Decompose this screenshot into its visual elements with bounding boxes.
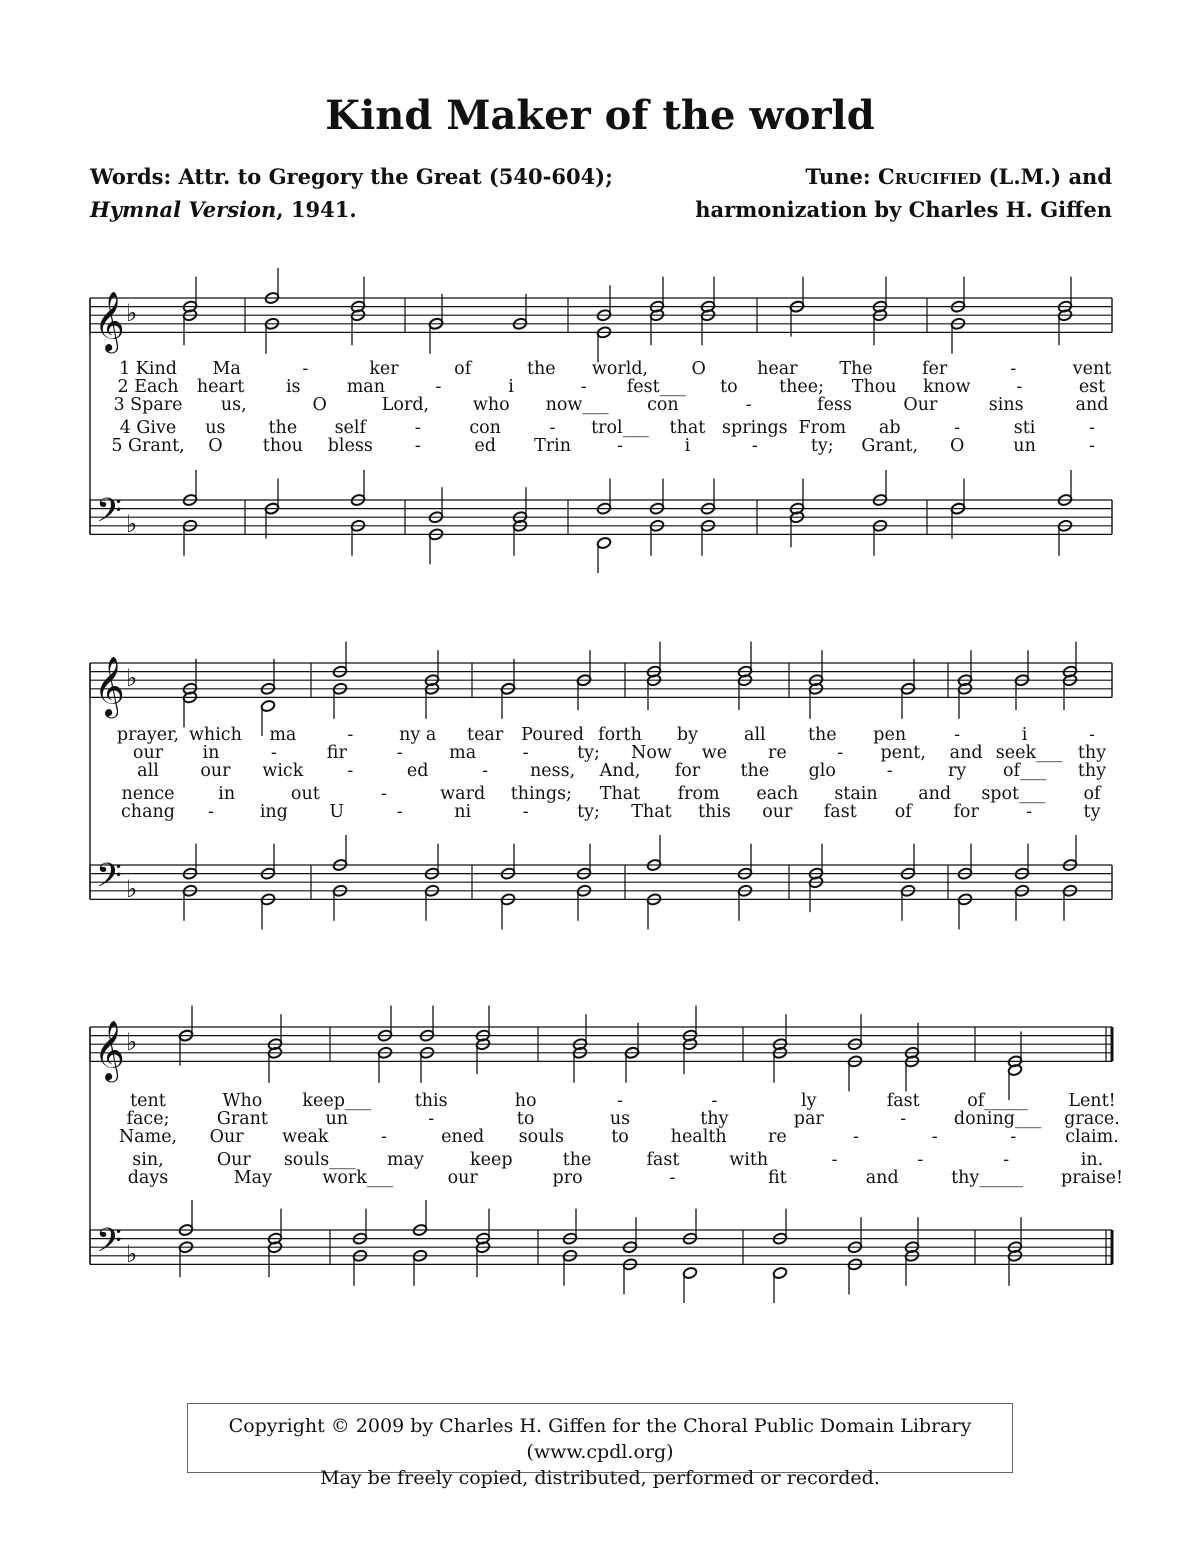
lyric-syllable-2-0-7: ly bbox=[801, 1091, 817, 1111]
lyric-syllable-0-3-0: 4 Give bbox=[119, 418, 177, 438]
key-flat-treble-icon-1: ♭ bbox=[126, 664, 138, 693]
lyric-syllable-1-1-11: - bbox=[837, 743, 844, 763]
lyric-syllable-2-3-8: - bbox=[831, 1150, 838, 1170]
lyric-syllable-1-3-8: each bbox=[756, 784, 799, 804]
lyric-syllable-1-2-5: - bbox=[482, 761, 489, 781]
lyric-syllable-2-1-7: par bbox=[793, 1109, 824, 1129]
lyric-syllable-1-1-1: in bbox=[202, 743, 220, 763]
lyric-syllable-2-2-10: - bbox=[931, 1127, 938, 1147]
lyric-syllable-0-1-7: fest___ bbox=[626, 377, 686, 397]
lyric-syllable-0-3-13: sti bbox=[1013, 418, 1036, 438]
lyric-syllable-2-1-3: - bbox=[428, 1109, 435, 1129]
tune-credit-prefix: Tune: bbox=[805, 164, 878, 189]
lyric-syllable-2-0-10: Lent! bbox=[1068, 1091, 1116, 1111]
lyric-syllable-1-4-5: ni bbox=[454, 802, 472, 822]
lyric-syllable-1-2-12: ry bbox=[948, 761, 967, 781]
lyric-syllable-0-4-3: bless bbox=[327, 436, 373, 456]
lyric-syllable-1-3-1: in bbox=[218, 784, 236, 804]
lyric-syllable-1-0-11: pen bbox=[873, 725, 907, 745]
lyric-syllable-1-1-9: we bbox=[701, 743, 728, 763]
lyric-syllable-0-1-2: is bbox=[285, 377, 301, 397]
lyric-syllable-1-3-9: stain bbox=[834, 784, 878, 804]
lyric-syllable-2-1-4: to bbox=[516, 1109, 535, 1129]
tune-meter: (L.M.) and bbox=[981, 164, 1112, 189]
lyric-syllable-0-1-13: est bbox=[1078, 377, 1106, 397]
words-credit-source-title: Hymnal Version bbox=[90, 197, 277, 222]
key-flat-treble-icon-2: ♭ bbox=[126, 1028, 138, 1057]
treble-clef-icon-2: 𝄞 bbox=[94, 1020, 125, 1081]
lyric-syllable-1-1-8: Now bbox=[631, 743, 672, 763]
lyric-syllable-2-3-2: souls___ bbox=[283, 1150, 356, 1170]
lyric-syllable-2-3-3: may bbox=[386, 1150, 424, 1170]
lyric-syllable-1-0-2: ma bbox=[269, 725, 297, 745]
lyric-syllable-1-2-3: - bbox=[347, 761, 354, 781]
lyric-syllable-0-0-2: - bbox=[302, 359, 309, 379]
lyric-syllable-0-2-11: and bbox=[1075, 395, 1109, 415]
lyric-syllable-1-1-13: and bbox=[949, 743, 983, 763]
lyric-syllable-1-4-11: fast bbox=[823, 802, 857, 822]
lyric-syllable-1-1-10: re bbox=[767, 743, 787, 763]
lyric-syllable-2-4-5: - bbox=[669, 1168, 676, 1188]
lyric-syllable-0-4-2: thou bbox=[262, 436, 303, 456]
lyric-syllable-2-0-6: - bbox=[711, 1091, 718, 1111]
lyric-syllable-0-0-6: world, bbox=[591, 359, 649, 379]
lyric-syllable-1-0-1: which bbox=[188, 725, 242, 745]
lyric-syllable-1-0-4: ny a bbox=[399, 725, 437, 745]
lyric-syllable-0-3-12: - bbox=[954, 418, 961, 438]
lyric-syllable-1-0-14: - bbox=[1089, 725, 1095, 745]
lyric-syllable-0-0-0: 1 Kind bbox=[119, 359, 177, 379]
lyric-syllable-2-4-6: fit bbox=[767, 1168, 787, 1188]
lyric-syllable-1-2-9: the bbox=[740, 761, 770, 781]
lyric-syllable-2-2-0: Name, bbox=[118, 1127, 178, 1147]
lyric-syllable-0-4-7: - bbox=[617, 436, 623, 456]
lyric-syllable-0-4-8: i bbox=[684, 436, 691, 456]
lyric-syllable-0-2-10: sins bbox=[988, 395, 1024, 415]
lyric-syllable-1-1-7: ty; bbox=[577, 743, 600, 763]
lyric-syllable-2-1-6: thy bbox=[700, 1109, 729, 1129]
lyric-syllable-0-3-3: self bbox=[334, 418, 366, 438]
lyric-syllable-2-3-6: fast bbox=[646, 1150, 680, 1170]
lyric-syllable-1-3-5: things; bbox=[510, 784, 572, 804]
lyric-syllable-2-4-8: thy_____ bbox=[951, 1168, 1024, 1188]
lyric-syllable-1-0-9: all bbox=[744, 725, 766, 745]
lyric-syllable-1-0-8: by bbox=[676, 725, 698, 745]
lyric-syllable-2-2-5: souls bbox=[518, 1127, 565, 1147]
lyric-syllable-1-3-2: out bbox=[290, 784, 320, 804]
lyric-syllable-0-1-1: heart bbox=[196, 377, 245, 397]
treble-clef-icon-1: 𝄞 bbox=[94, 656, 125, 717]
lyric-syllable-2-1-10: grace. bbox=[1064, 1109, 1120, 1129]
lyric-syllable-2-2-1: Our bbox=[209, 1127, 244, 1147]
copyright-line: Copyright © 2009 by Charles H. Giffen for the Choral Public Domain Library (www.cpdl.org) bbox=[228, 1415, 972, 1463]
lyric-syllable-0-1-3: man bbox=[346, 377, 386, 397]
lyric-syllable-0-1-10: Thou bbox=[851, 377, 897, 397]
lyric-syllable-0-3-1: us bbox=[205, 418, 226, 438]
lyric-syllable-0-2-7: - bbox=[745, 395, 752, 415]
lyric-syllable-0-0-12: vent bbox=[1072, 359, 1112, 379]
lyric-syllable-1-2-2: wick bbox=[262, 761, 304, 781]
lyric-syllable-0-3-6: - bbox=[549, 418, 556, 438]
lyric-syllable-1-2-0: all bbox=[137, 761, 159, 781]
lyric-syllable-1-1-12: pent, bbox=[880, 743, 926, 763]
lyric-syllable-2-4-1: May bbox=[233, 1168, 273, 1188]
lyric-syllable-1-0-13: i bbox=[1021, 725, 1028, 745]
lyric-syllable-1-2-10: glo bbox=[808, 761, 836, 781]
lyric-syllable-1-0-10: the bbox=[807, 725, 837, 745]
lyric-syllable-1-4-9: this bbox=[697, 802, 731, 822]
lyric-syllable-2-4-4: pro bbox=[552, 1168, 583, 1188]
lyric-syllable-0-0-9: The bbox=[839, 359, 873, 379]
lyric-syllable-1-1-15: thy bbox=[1077, 743, 1107, 763]
lyric-syllable-0-1-4: - bbox=[435, 377, 442, 397]
lyric-syllable-1-4-15: ty bbox=[1083, 802, 1101, 822]
lyric-syllable-0-0-10: fer bbox=[922, 359, 948, 379]
lyric-syllable-1-3-4: ward bbox=[440, 784, 486, 804]
lyric-syllable-1-4-3: U bbox=[329, 802, 345, 822]
lyric-syllable-2-3-1: Our bbox=[216, 1150, 251, 1170]
lyric-syllable-2-2-6: to bbox=[611, 1127, 629, 1147]
treble-clef-icon-0: 𝄞 bbox=[94, 291, 125, 352]
lyric-syllable-2-3-10: - bbox=[1003, 1150, 1010, 1170]
lyric-syllable-1-4-6: - bbox=[522, 802, 529, 822]
lyric-syllable-2-2-7: health bbox=[670, 1127, 727, 1147]
lyric-syllable-1-2-7: And, bbox=[599, 761, 641, 781]
lyric-syllable-1-1-4: - bbox=[396, 743, 403, 763]
lyric-syllable-2-2-11: - bbox=[1010, 1127, 1017, 1147]
lyric-syllable-1-0-0: prayer, bbox=[116, 725, 180, 745]
lyric-syllable-2-0-3: this bbox=[414, 1091, 448, 1111]
lyric-syllable-1-2-13: of___ bbox=[1002, 761, 1047, 781]
lyric-syllable-0-4-12: O bbox=[949, 436, 965, 456]
lyric-syllable-0-0-4: of bbox=[454, 359, 472, 379]
lyric-syllable-2-1-1: Grant bbox=[216, 1109, 268, 1129]
lyric-syllable-0-1-6: - bbox=[580, 377, 587, 397]
lyric-syllable-2-2-2: weak bbox=[282, 1127, 329, 1147]
lyric-syllable-1-3-3: - bbox=[381, 784, 387, 804]
lyric-syllable-1-4-7: ty; bbox=[577, 802, 600, 822]
lyric-syllable-1-4-8: That bbox=[631, 802, 672, 822]
lyric-syllable-2-4-3: our bbox=[447, 1168, 478, 1188]
key-flat-treble-icon-0: ♭ bbox=[126, 299, 138, 328]
lyric-syllable-2-4-7: and bbox=[865, 1168, 899, 1188]
lyric-syllable-2-4-0: days bbox=[127, 1168, 169, 1188]
lyric-syllable-1-2-4: ed bbox=[406, 761, 429, 781]
lyric-syllable-2-0-4: ho bbox=[514, 1091, 537, 1111]
lyric-syllable-0-4-11: Grant, bbox=[861, 436, 919, 456]
lyric-syllable-0-4-14: - bbox=[1089, 436, 1095, 456]
lyric-syllable-0-0-3: ker bbox=[369, 359, 399, 379]
lyric-syllable-2-3-9: - bbox=[917, 1150, 924, 1170]
lyric-syllable-2-3-7: with bbox=[729, 1150, 769, 1170]
lyric-syllable-1-4-0: chang bbox=[121, 802, 175, 822]
lyric-syllable-0-2-9: Our bbox=[903, 395, 938, 415]
lyric-syllable-1-4-12: of bbox=[894, 802, 912, 822]
lyric-syllable-2-1-2: un bbox=[325, 1109, 349, 1129]
lyric-syllable-1-2-6: ness, bbox=[529, 761, 576, 781]
lyric-syllable-1-4-14: - bbox=[1026, 802, 1033, 822]
lyric-syllable-0-4-10: ty; bbox=[810, 436, 834, 456]
lyric-syllable-2-2-4: ened bbox=[441, 1127, 485, 1147]
lyric-syllable-0-1-0: 2 Each bbox=[117, 377, 179, 397]
lyric-syllable-0-2-0: 3 Spare bbox=[113, 395, 183, 415]
lyric-syllable-1-1-14: seek___ bbox=[995, 743, 1063, 763]
lyric-syllable-0-2-8: fess bbox=[817, 395, 852, 415]
lyric-syllable-1-2-11: - bbox=[886, 761, 893, 781]
lyric-syllable-2-2-3: - bbox=[381, 1127, 387, 1147]
words-credit-author: Words: Attr. to Gregory the Great (540-604); bbox=[90, 164, 613, 189]
lyric-syllable-1-0-6: Poured bbox=[521, 725, 584, 745]
lyric-syllable-0-4-4: - bbox=[414, 436, 421, 456]
lyric-syllable-1-4-10: our bbox=[762, 802, 793, 822]
lyric-syllable-1-0-7: forth bbox=[598, 725, 642, 745]
license-line: May be freely copied, distributed, performed or recorded. bbox=[320, 1467, 880, 1489]
lyric-syllable-0-3-5: con bbox=[469, 418, 501, 438]
lyric-syllable-2-1-0: face; bbox=[126, 1109, 170, 1129]
lyric-syllable-2-0-5: - bbox=[617, 1091, 623, 1111]
lyric-syllable-1-1-0: our bbox=[132, 743, 164, 763]
lyric-syllable-2-3-5: the bbox=[562, 1150, 592, 1170]
lyric-syllable-0-0-1: Ma bbox=[212, 359, 241, 379]
lyric-syllable-2-2-12: claim. bbox=[1065, 1127, 1119, 1147]
lyric-syllable-2-1-8: - bbox=[900, 1109, 907, 1129]
lyric-syllable-0-4-13: un bbox=[1013, 436, 1036, 456]
key-flat-bass-icon-1: ♭ bbox=[126, 874, 138, 903]
lyric-syllable-1-0-3: - bbox=[347, 725, 354, 745]
lyric-syllable-1-2-8: for bbox=[674, 761, 701, 781]
words-credit-source-year: , 1941. bbox=[276, 197, 357, 222]
lyric-syllable-2-3-0: sin, bbox=[132, 1150, 164, 1170]
lyric-syllable-1-2-1: our bbox=[200, 761, 231, 781]
lyric-syllable-2-0-8: fast bbox=[886, 1091, 920, 1111]
lyric-syllable-1-3-10: and bbox=[918, 784, 952, 804]
lyric-syllable-1-3-0: nence bbox=[121, 784, 175, 804]
lyric-syllable-0-1-12: - bbox=[1016, 377, 1023, 397]
lyric-syllable-0-3-10: From bbox=[798, 418, 847, 438]
lyric-syllable-2-0-9: of_____ bbox=[967, 1091, 1028, 1111]
lyric-syllable-2-2-8: re bbox=[767, 1127, 787, 1147]
bass-clef-icon-0: 𝄢 bbox=[96, 491, 122, 538]
lyric-syllable-1-1-2: - bbox=[270, 743, 277, 763]
lyric-syllable-0-3-11: ab bbox=[878, 418, 901, 438]
lyric-syllable-0-2-2: O bbox=[312, 395, 327, 415]
lyric-syllable-0-1-11: know bbox=[923, 377, 971, 397]
lyric-syllable-1-3-6: That bbox=[599, 784, 641, 804]
lyric-syllable-1-1-5: ma bbox=[449, 743, 477, 763]
lyric-syllable-1-4-1: - bbox=[207, 802, 214, 822]
lyric-syllable-0-2-5: now___ bbox=[545, 395, 609, 415]
lyric-syllable-0-4-9: - bbox=[751, 436, 758, 456]
lyric-syllable-0-1-8: to bbox=[720, 377, 738, 397]
tune-name: Crucified bbox=[877, 164, 982, 189]
lyric-syllable-1-3-11: spot___ bbox=[981, 784, 1046, 804]
lyric-syllable-0-0-7: O bbox=[691, 359, 706, 379]
hymn-title: Kind Maker of the world bbox=[325, 92, 875, 139]
lyric-syllable-2-4-9: praise! bbox=[1061, 1168, 1123, 1188]
lyric-syllable-0-3-8: that bbox=[669, 418, 706, 438]
lyric-syllable-0-4-1: O bbox=[208, 436, 223, 456]
lyric-syllable-0-3-9: springs bbox=[722, 418, 788, 438]
lyric-syllable-2-1-5: us bbox=[609, 1109, 631, 1129]
lyric-syllable-1-3-12: of bbox=[1083, 784, 1101, 804]
lyric-syllable-0-3-14: - bbox=[1089, 418, 1095, 438]
lyric-syllable-0-2-4: who bbox=[472, 395, 510, 415]
lyric-syllable-0-4-0: 5 Grant, bbox=[111, 436, 185, 456]
lyric-syllable-0-0-5: the bbox=[526, 359, 556, 379]
lyric-syllable-0-0-8: hear bbox=[757, 359, 798, 379]
lyric-syllable-1-4-13: for bbox=[953, 802, 979, 822]
lyric-syllable-2-2-9: - bbox=[853, 1127, 859, 1147]
lyric-syllable-1-1-6: - bbox=[522, 743, 529, 763]
lyric-syllable-1-0-5: tear bbox=[467, 725, 504, 745]
lyric-syllable-0-1-5: i bbox=[508, 377, 514, 397]
lyric-syllable-0-3-4: - bbox=[414, 418, 421, 438]
lyric-syllable-1-3-7: from bbox=[677, 784, 720, 804]
lyric-syllable-0-3-2: the bbox=[268, 418, 298, 438]
bass-clef-icon-2: 𝄢 bbox=[96, 1221, 122, 1268]
copyright-box bbox=[187, 1403, 1013, 1489]
lyric-syllable-1-0-12: - bbox=[954, 725, 961, 745]
lyric-syllable-1-4-4: - bbox=[396, 802, 403, 822]
lyric-syllable-0-2-1: us, bbox=[220, 395, 247, 415]
tune-credit-harmonization: harmonization by Charles H. Giffen bbox=[695, 197, 1112, 222]
lyric-syllable-2-0-0: tent bbox=[130, 1091, 166, 1111]
key-flat-bass-icon-2: ♭ bbox=[126, 1239, 138, 1268]
lyric-syllable-1-1-3: fir bbox=[326, 743, 347, 763]
lyric-syllable-2-1-9: doning___ bbox=[953, 1109, 1042, 1129]
lyric-syllable-0-2-6: con bbox=[647, 395, 679, 415]
lyric-syllable-0-3-7: trol___ bbox=[591, 418, 649, 438]
lyric-syllable-2-4-2: work___ bbox=[322, 1168, 394, 1188]
lyric-syllable-2-3-11: in. bbox=[1080, 1150, 1104, 1170]
lyric-syllable-0-4-6: Trin bbox=[534, 436, 572, 456]
lyric-syllable-0-0-11: - bbox=[1010, 359, 1017, 379]
lyric-syllable-1-2-14: thy bbox=[1077, 761, 1107, 781]
lyric-syllable-1-4-2: ing bbox=[259, 802, 288, 822]
lyric-syllable-2-0-1: Who bbox=[222, 1091, 263, 1111]
key-flat-bass-icon-0: ♭ bbox=[126, 509, 138, 538]
lyric-syllable-0-4-5: ed bbox=[474, 436, 496, 456]
lyric-syllable-0-1-9: thee; bbox=[779, 377, 824, 397]
lyric-syllable-2-0-2: keep___ bbox=[302, 1091, 372, 1111]
lyric-syllable-0-2-3: Lord, bbox=[381, 395, 430, 415]
bass-clef-icon-1: 𝄢 bbox=[96, 856, 122, 903]
lyric-syllable-2-3-4: keep bbox=[470, 1150, 513, 1170]
